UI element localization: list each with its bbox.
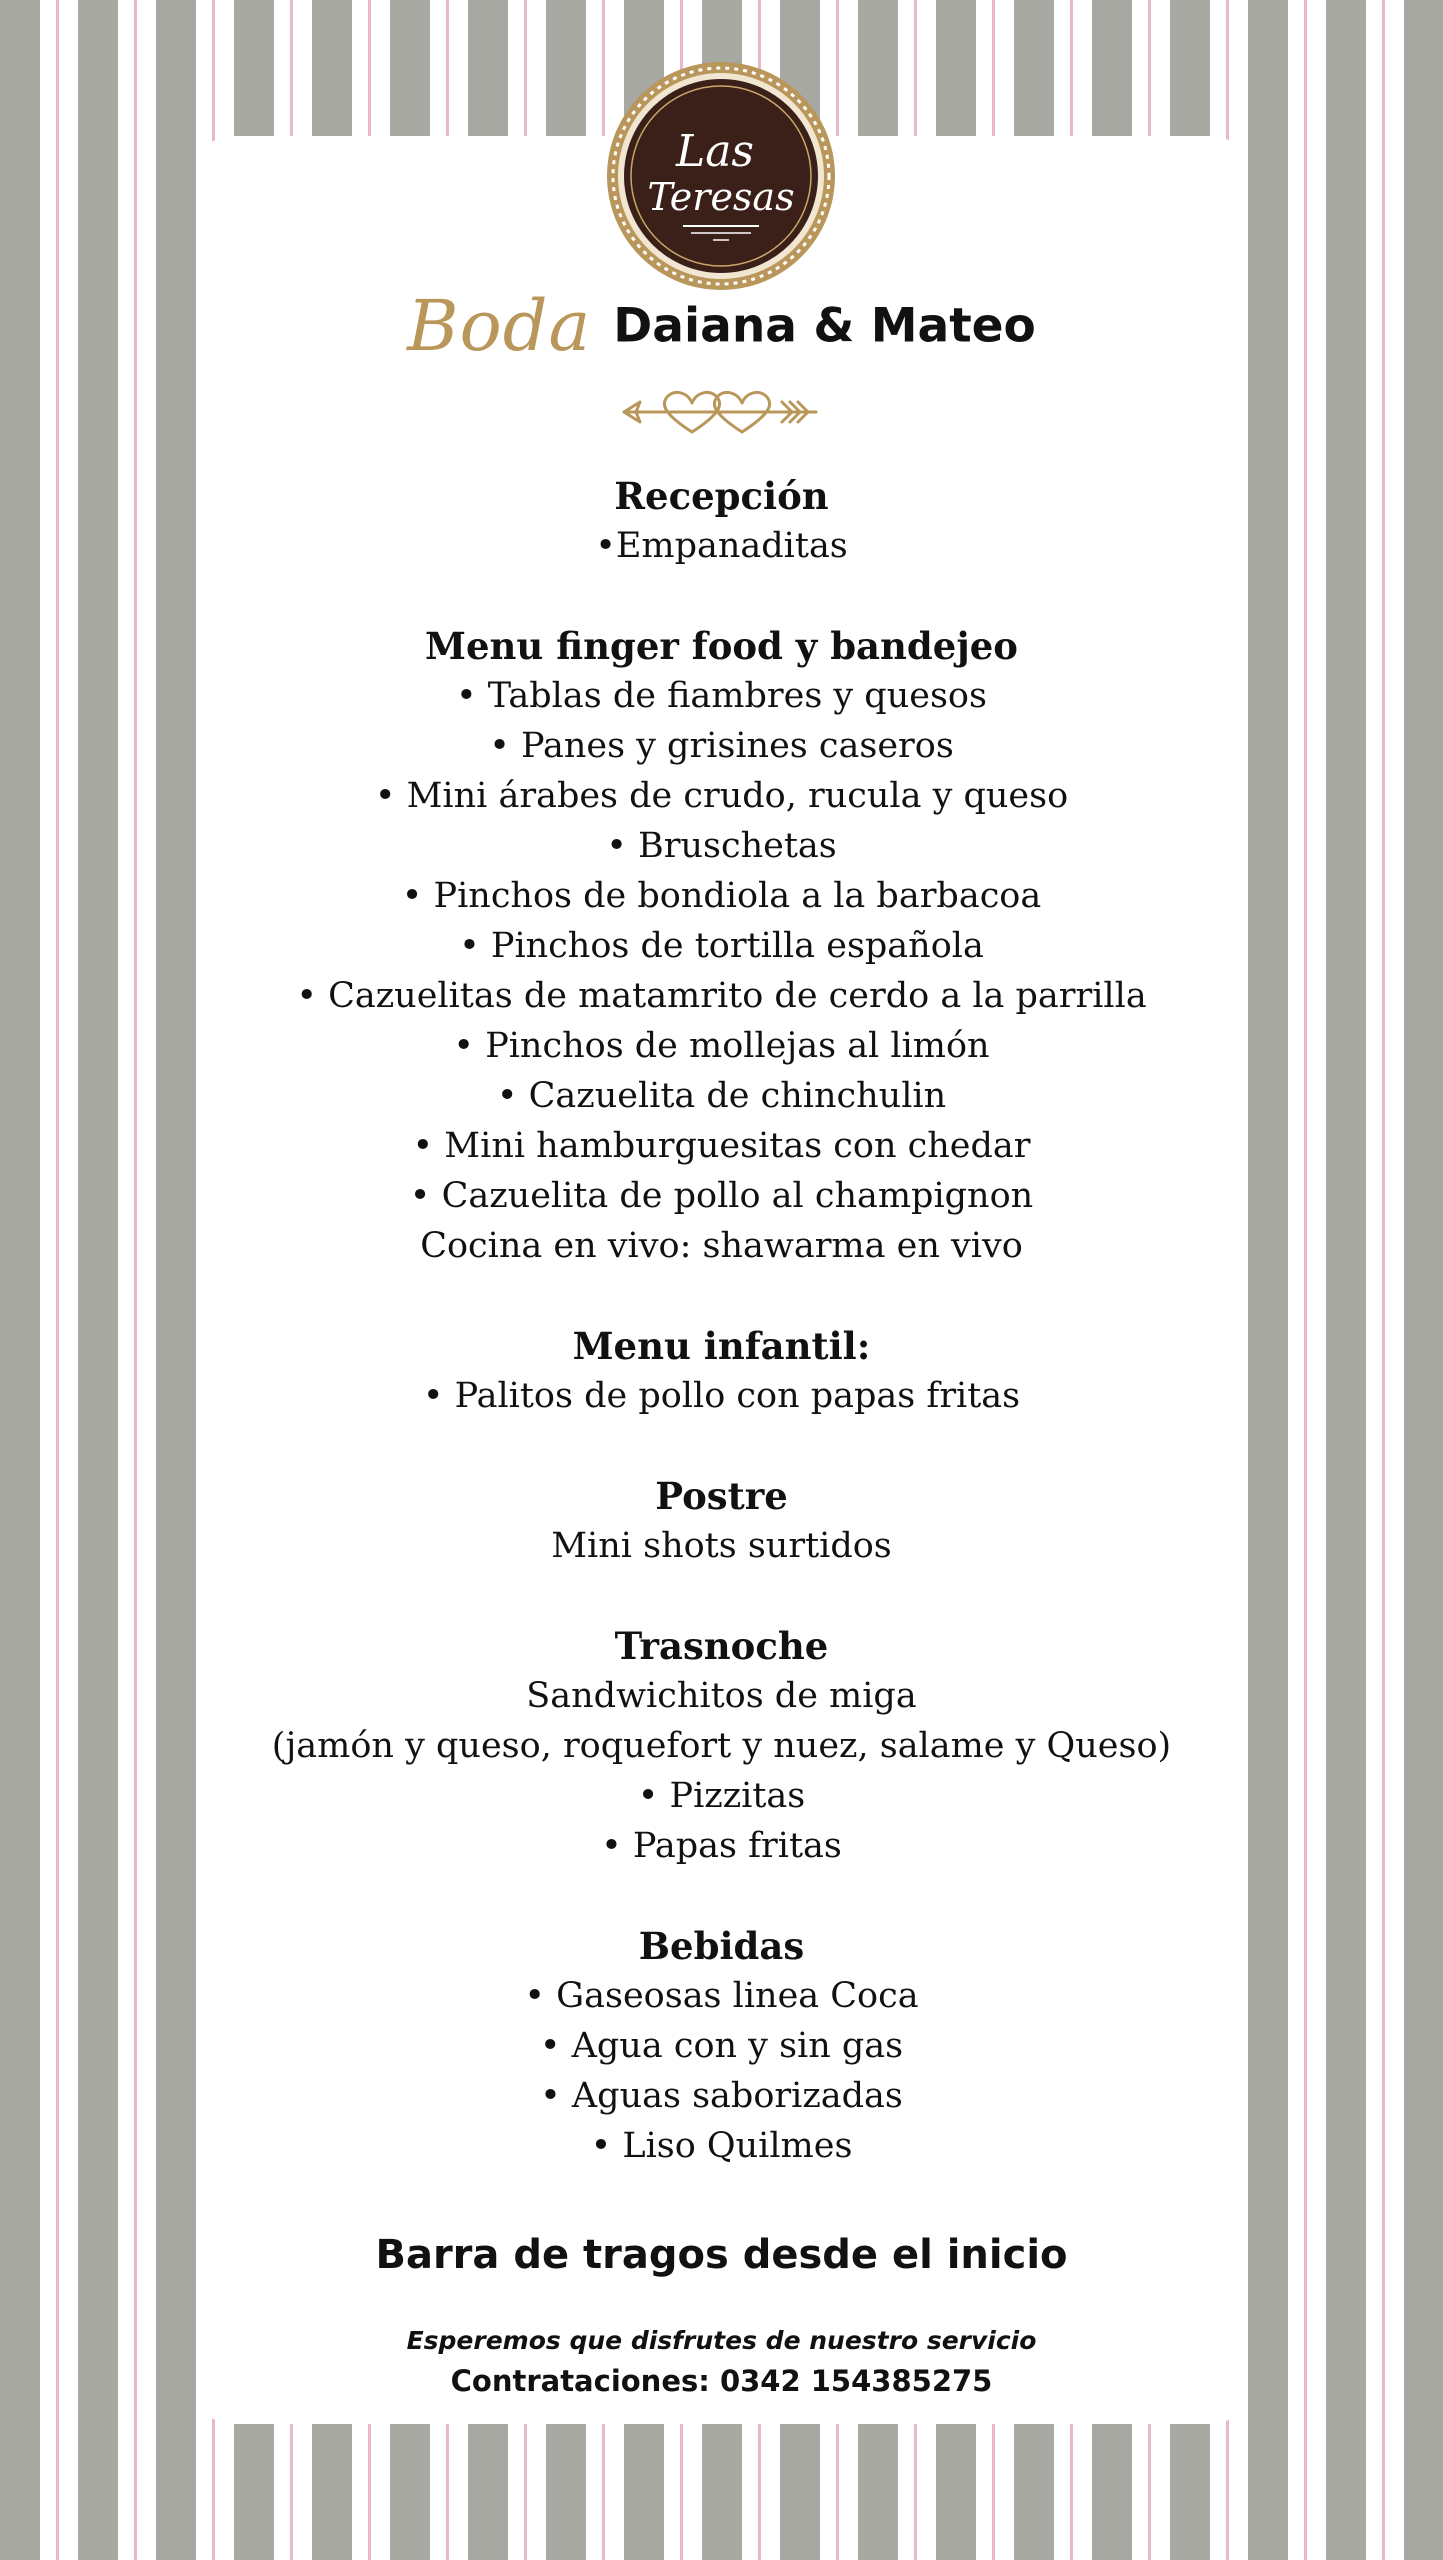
- menu-item: Mini shots surtidos: [551, 1526, 892, 1566]
- closing-note: Barra de tragos desde el inicio: [375, 2232, 1068, 2278]
- title-row: [0, 285, 1443, 367]
- menu-item: • Panes y grisines caseros: [489, 726, 954, 766]
- menu-item: • Cazuelita de pollo al champignon: [409, 1176, 1034, 1216]
- menu-item: • Liso Quilmes: [590, 2126, 853, 2166]
- arrow-through-hearts-icon: [620, 382, 820, 442]
- menu-item: • Pizzitas: [637, 1776, 806, 1816]
- menu-item: • Palitos de pollo con papas fritas: [422, 1376, 1021, 1416]
- logo-text-teresas: Teresas: [647, 175, 795, 219]
- section-trasnoche: [0, 1621, 1443, 1871]
- section-heading: Menu finger food y bandejeo: [425, 624, 1018, 668]
- menu-item: (jamón y queso, roquefort y nuez, salame y Queso): [271, 1726, 1172, 1766]
- footer-contact: Contrataciones: 0342 154385275: [450, 2364, 993, 2398]
- section-recepcion: [0, 471, 1443, 571]
- section-heading: Menu infantil:: [572, 1324, 871, 1368]
- logo-text-las: Las: [675, 126, 755, 177]
- menu-item: • Bruschetas: [606, 826, 837, 866]
- menu-item: • Cazuelita de chinchulin: [496, 1076, 947, 1116]
- section-heading: Bebidas: [638, 1924, 805, 1968]
- menu-item: Cocina en vivo: shawarma en vivo: [420, 1226, 1023, 1266]
- section-heading: Trasnoche: [614, 1624, 829, 1668]
- menu-item: • Pinchos de tortilla española: [459, 926, 984, 966]
- menu-item: Sandwichitos de miga: [526, 1676, 917, 1716]
- title-script: Boda: [407, 285, 592, 367]
- menu-item: • Mini hamburguesitas con chedar: [412, 1126, 1031, 1166]
- menu-item: •Empanaditas: [595, 526, 848, 566]
- logo-badge-icon: [603, 58, 839, 294]
- menu-sections: [0, 471, 1443, 2171]
- section-finger-food: [0, 621, 1443, 1271]
- section-heading: Recepción: [614, 474, 829, 518]
- menu-item: • Papas fritas: [601, 1826, 842, 1866]
- section-heading: Postre: [655, 1474, 788, 1518]
- couple-names: Daiana & Mateo: [613, 298, 1036, 354]
- menu-item: • Gaseosas linea Coca: [524, 1976, 919, 2016]
- section-bebidas: [0, 1921, 1443, 2171]
- menu-item: • Pinchos de mollejas al limón: [453, 1026, 990, 1066]
- menu-item: • Agua con y sin gas: [539, 2026, 904, 2066]
- menu-item: • Aguas saborizadas: [540, 2076, 903, 2116]
- section-postre: [0, 1471, 1443, 1571]
- menu-item: • Pinchos de bondiola a la barbacoa: [401, 876, 1042, 916]
- menu-item: • Mini árabes de crudo, rucula y queso: [374, 776, 1069, 816]
- las-teresas-logo: [603, 58, 839, 294]
- section-menu-infantil: [0, 1321, 1443, 1421]
- menu-item: • Tablas de fiambres y quesos: [456, 676, 987, 716]
- menu-item: • Cazuelitas de matamrito de cerdo a la parrilla: [296, 976, 1147, 1016]
- footer-tagline: Esperemos que disfrutes de nuestro servicio: [406, 2326, 1037, 2355]
